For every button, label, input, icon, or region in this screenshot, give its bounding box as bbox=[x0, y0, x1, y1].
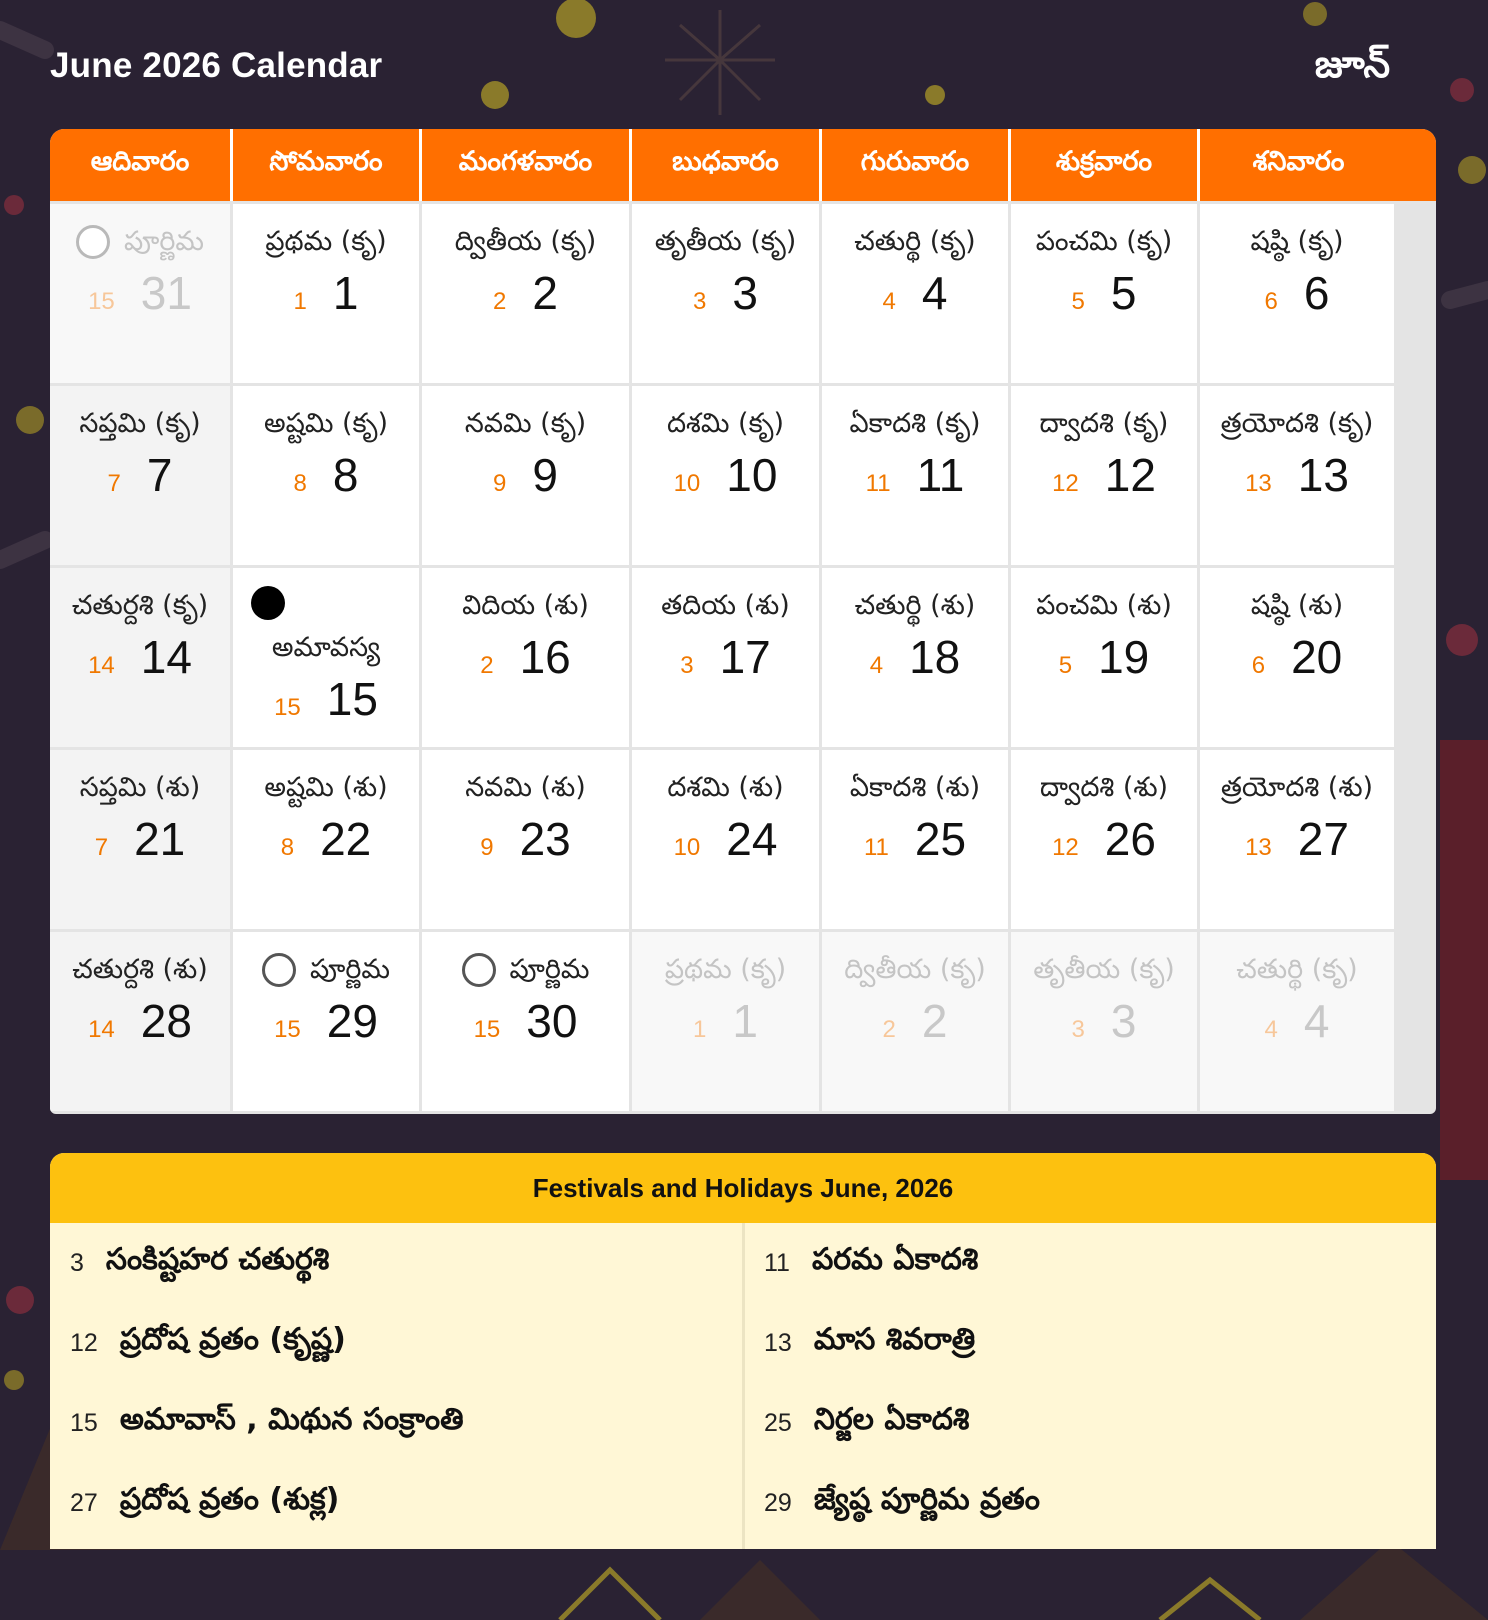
tithi-row bbox=[1040, 768, 1168, 808]
date-numbers bbox=[88, 994, 192, 1048]
date-number: 13 bbox=[1297, 449, 1349, 501]
tithi-row bbox=[264, 768, 387, 808]
tithi-label: పూర్ణిమ bbox=[509, 954, 590, 985]
tithi-row bbox=[72, 586, 208, 626]
weekday-header: బుధవారం bbox=[632, 129, 822, 201]
tithi-label: చతుర్థి (కృ) bbox=[854, 226, 976, 257]
tithi-row bbox=[1036, 222, 1173, 262]
tithi-number: 8 bbox=[293, 470, 307, 497]
tithi-number: 2 bbox=[882, 1016, 896, 1043]
tithi-number: 8 bbox=[280, 834, 295, 861]
tithi-number: 1 bbox=[693, 1016, 707, 1043]
day-cell[interactable] bbox=[233, 204, 419, 383]
tithi-number: 6 bbox=[1251, 652, 1266, 679]
day-cell[interactable] bbox=[50, 750, 230, 929]
tithi-label: త్రయోదశి (కృ) bbox=[1220, 408, 1374, 439]
day-cell[interactable] bbox=[50, 568, 230, 747]
tithi-number: 15 bbox=[473, 1016, 501, 1043]
date-numbers bbox=[1072, 266, 1137, 320]
tithi-row bbox=[1036, 586, 1172, 626]
tithi-number: 2 bbox=[493, 288, 507, 315]
date-number: 1 bbox=[332, 267, 359, 319]
date-numbers bbox=[1265, 266, 1330, 320]
date-number: 2 bbox=[532, 267, 558, 319]
tithi-label: సప్తమి (కృ) bbox=[79, 408, 201, 439]
date-numbers bbox=[108, 448, 173, 502]
day-cell[interactable] bbox=[632, 386, 819, 565]
tithi-row bbox=[272, 628, 380, 668]
tithi-row bbox=[665, 950, 786, 990]
page-title: June 2026 Calendar bbox=[50, 46, 383, 85]
date-number: 3 bbox=[1110, 995, 1137, 1047]
tithi-label: దశమి (శు) bbox=[667, 772, 784, 803]
tithi-row bbox=[1236, 950, 1357, 990]
tithi-number: 9 bbox=[493, 470, 507, 497]
date-numbers bbox=[1059, 630, 1150, 684]
day-cell[interactable] bbox=[822, 750, 1008, 929]
festival-item[interactable] bbox=[70, 1463, 750, 1543]
day-cell[interactable] bbox=[632, 750, 819, 929]
festival-item[interactable] bbox=[70, 1303, 750, 1383]
date-number: 2 bbox=[921, 995, 948, 1047]
tithi-row bbox=[72, 950, 208, 990]
date-number: 4 bbox=[1303, 995, 1330, 1047]
day-cell[interactable] bbox=[422, 204, 629, 383]
tithi-label: విదియ (శు) bbox=[462, 590, 589, 621]
day-cell[interactable] bbox=[233, 932, 419, 1111]
date-number: 30 bbox=[526, 995, 578, 1047]
tithi-number: 13 bbox=[1245, 470, 1272, 497]
date-numbers bbox=[88, 266, 192, 320]
date-number: 18 bbox=[909, 631, 961, 683]
tithi-label: ప్రథమ (కృ) bbox=[664, 954, 787, 985]
calendar-grid bbox=[50, 129, 1436, 1114]
tithi-number: 4 bbox=[1264, 1016, 1278, 1043]
festivals-divider bbox=[742, 1223, 745, 1549]
festival-day: 15 bbox=[70, 1408, 98, 1437]
tithi-row bbox=[854, 222, 975, 262]
tithi-row bbox=[76, 222, 204, 262]
day-cell[interactable] bbox=[1011, 932, 1197, 1111]
date-numbers bbox=[274, 994, 378, 1048]
tithi-label: తృతీయ (కృ) bbox=[1033, 954, 1175, 985]
tithi-number: 3 bbox=[680, 652, 694, 679]
festival-name: జ్యేష్ఠ పూర్ణిమ వ్రతం bbox=[813, 1482, 1040, 1517]
day-cell[interactable] bbox=[233, 386, 419, 565]
day-cell[interactable] bbox=[1200, 568, 1394, 747]
day-cell[interactable] bbox=[632, 932, 819, 1111]
tithi-row bbox=[661, 586, 790, 626]
tithi-label: తృతీయ (కృ) bbox=[654, 226, 797, 257]
festival-item[interactable] bbox=[70, 1383, 750, 1463]
tithi-label: దశమి (కృ) bbox=[666, 408, 785, 439]
festival-item[interactable] bbox=[764, 1463, 1436, 1543]
tithi-row bbox=[262, 950, 390, 990]
date-number: 28 bbox=[140, 995, 192, 1047]
weekday-header: సోమవారం bbox=[233, 129, 422, 201]
tithi-label: షష్ఠి (శు) bbox=[1250, 590, 1344, 621]
date-number: 5 bbox=[1110, 267, 1137, 319]
tithi-label: చతుర్థి (కృ) bbox=[1236, 954, 1358, 985]
festival-name: అమావాస్ , మిథున సంక్రాంతి bbox=[119, 1402, 464, 1437]
date-numbers bbox=[1265, 994, 1330, 1048]
day-cell[interactable] bbox=[822, 204, 1008, 383]
date-number: 17 bbox=[719, 631, 771, 683]
tithi-row bbox=[667, 404, 784, 444]
festival-day: 11 bbox=[764, 1248, 790, 1277]
tithi-label: షష్ఠి (కృ) bbox=[1250, 226, 1344, 257]
tithi-row bbox=[1033, 950, 1175, 990]
tithi-row bbox=[1221, 404, 1374, 444]
day-cell[interactable] bbox=[422, 932, 629, 1111]
tithi-label: పూర్ణిమ bbox=[124, 226, 204, 257]
date-numbers bbox=[1072, 994, 1137, 1048]
date-numbers bbox=[1252, 630, 1343, 684]
date-numbers bbox=[95, 812, 186, 866]
tithi-label: నవమి (కృ) bbox=[464, 408, 587, 439]
tithi-row bbox=[1040, 404, 1169, 444]
festival-item[interactable] bbox=[764, 1383, 1436, 1463]
tithi-row bbox=[844, 950, 986, 990]
tithi-label: అమావస్య bbox=[271, 632, 381, 663]
date-number: 26 bbox=[1104, 813, 1156, 865]
date-numbers bbox=[480, 630, 571, 684]
day-cell[interactable] bbox=[422, 568, 629, 747]
festival-day: 3 bbox=[70, 1248, 84, 1277]
festival-item[interactable] bbox=[764, 1223, 1436, 1303]
tithi-number: 4 bbox=[882, 288, 896, 315]
date-number: 9 bbox=[532, 449, 558, 501]
tithi-row bbox=[1221, 768, 1373, 808]
tithi-number: 11 bbox=[865, 470, 891, 497]
tithi-number: 9 bbox=[480, 834, 494, 861]
date-number: 19 bbox=[1098, 631, 1150, 683]
tithi-number: 7 bbox=[94, 834, 109, 861]
tithi-number: 10 bbox=[673, 470, 701, 497]
tithi-row bbox=[1250, 222, 1343, 262]
tithi-number: 5 bbox=[1071, 288, 1085, 315]
day-cell[interactable] bbox=[50, 932, 230, 1111]
date-number: 4 bbox=[921, 267, 948, 319]
tithi-number: 12 bbox=[1052, 834, 1079, 861]
tithi-label: చతుర్థి (శు) bbox=[854, 590, 976, 621]
tithi-number: 12 bbox=[1052, 470, 1079, 497]
date-numbers bbox=[294, 266, 359, 320]
day-cell[interactable] bbox=[50, 386, 230, 565]
weekday-header: శనివారం bbox=[1252, 146, 1345, 177]
day-cell[interactable] bbox=[1011, 204, 1197, 383]
day-cell[interactable] bbox=[422, 750, 629, 929]
date-number: 1 bbox=[732, 995, 758, 1047]
festival-name: నిర్జల ఏకాదశి bbox=[813, 1402, 970, 1437]
tithi-row bbox=[80, 768, 201, 808]
tithi-row bbox=[465, 768, 586, 808]
date-number: 15 bbox=[326, 673, 378, 725]
date-number: 7 bbox=[146, 449, 173, 501]
firework-burst bbox=[665, 10, 775, 115]
tithi-row bbox=[465, 404, 586, 444]
tithi-number: 15 bbox=[274, 694, 301, 721]
tithi-label: పూర్ణిమ bbox=[310, 954, 390, 985]
festivals-column-right bbox=[764, 1223, 1436, 1543]
date-numbers bbox=[474, 994, 578, 1048]
date-numbers bbox=[1052, 448, 1156, 502]
new-moon-icon bbox=[251, 586, 285, 620]
day-cell[interactable] bbox=[1200, 386, 1394, 565]
tithi-row bbox=[265, 222, 386, 262]
tithi-label: ప్రథమ (కృ) bbox=[265, 226, 387, 257]
tithi-label: ఏకాదశి (శు) bbox=[849, 772, 981, 803]
day-cell[interactable] bbox=[50, 204, 230, 383]
date-numbers bbox=[1245, 812, 1349, 866]
festivals-panel bbox=[50, 1153, 1436, 1549]
day-cell[interactable] bbox=[822, 568, 1008, 747]
tithi-row bbox=[462, 586, 589, 626]
date-number: 11 bbox=[916, 449, 965, 501]
tithi-label: నవమి (శు) bbox=[465, 772, 586, 803]
tithi-number: 11 bbox=[863, 834, 889, 861]
tithi-number: 1 bbox=[293, 288, 307, 315]
date-numbers bbox=[1245, 448, 1349, 502]
date-numbers bbox=[281, 812, 372, 866]
date-numbers bbox=[870, 630, 961, 684]
tithi-row bbox=[850, 768, 980, 808]
full-moon-icon bbox=[462, 953, 496, 987]
tithi-label: పంచమి (కృ) bbox=[1035, 226, 1173, 257]
festival-day: 13 bbox=[764, 1328, 792, 1357]
tithi-row bbox=[655, 222, 797, 262]
date-numbers bbox=[883, 266, 948, 320]
date-number: 20 bbox=[1291, 631, 1343, 683]
tithi-number: 3 bbox=[693, 288, 707, 315]
festival-name: సంకిష్టహర చతుర్థశి bbox=[105, 1242, 330, 1277]
festival-day: 25 bbox=[764, 1408, 792, 1437]
weekday-header: మంగళవారం bbox=[422, 129, 632, 201]
tithi-label: చతుర్దశి (శు) bbox=[72, 954, 208, 985]
day-cell[interactable] bbox=[1200, 204, 1394, 383]
tithi-label: సప్తమి (శు) bbox=[79, 772, 201, 803]
date-number: 23 bbox=[519, 813, 571, 865]
date-numbers bbox=[88, 630, 192, 684]
tithi-label: ద్వితీయ (కృ) bbox=[844, 954, 986, 985]
day-cell[interactable] bbox=[632, 204, 819, 383]
tithi-row bbox=[462, 950, 590, 990]
day-cell[interactable] bbox=[1011, 750, 1197, 929]
tithi-label: పంచమి (శు) bbox=[1036, 590, 1172, 621]
tithi-number: 15 bbox=[88, 288, 115, 315]
tithi-row bbox=[849, 404, 980, 444]
tithi-number: 13 bbox=[1245, 834, 1272, 861]
day-cell[interactable] bbox=[1200, 932, 1394, 1111]
day-cell[interactable] bbox=[233, 568, 419, 747]
date-number: 21 bbox=[134, 813, 186, 865]
date-number: 25 bbox=[914, 813, 967, 865]
festivals-list bbox=[50, 1223, 1436, 1549]
tithi-number: 14 bbox=[88, 652, 115, 679]
date-number: 27 bbox=[1297, 813, 1349, 865]
date-numbers bbox=[674, 812, 778, 866]
day-cell[interactable] bbox=[422, 386, 629, 565]
day-cell[interactable] bbox=[1011, 386, 1197, 565]
festival-item[interactable] bbox=[70, 1223, 750, 1303]
tithi-label: తదియ (శు) bbox=[661, 590, 790, 621]
festival-day: 29 bbox=[764, 1488, 792, 1517]
date-numbers bbox=[864, 812, 966, 866]
date-number: 16 bbox=[519, 631, 571, 683]
date-number: 24 bbox=[726, 813, 778, 865]
festival-day: 27 bbox=[70, 1488, 98, 1517]
full-moon-icon bbox=[262, 953, 296, 987]
tithi-label: చతుర్దశి (కృ) bbox=[71, 590, 209, 621]
tithi-label: ద్వాదశి (శు) bbox=[1039, 772, 1169, 803]
day-cell[interactable] bbox=[822, 386, 1008, 565]
festival-day: 12 bbox=[70, 1328, 98, 1357]
festival-name: పరమ ఏకాదశి bbox=[811, 1242, 979, 1277]
date-numbers bbox=[680, 630, 771, 684]
date-number: 8 bbox=[332, 449, 359, 501]
tithi-label: అష్టమి (కృ) bbox=[264, 408, 388, 439]
month-title-telugu: జూన్ bbox=[1314, 42, 1390, 86]
date-number: 22 bbox=[320, 813, 372, 865]
date-numbers bbox=[294, 448, 359, 502]
festival-item[interactable] bbox=[764, 1303, 1436, 1383]
date-number: 12 bbox=[1104, 449, 1156, 501]
tithi-number: 15 bbox=[274, 1016, 301, 1043]
weekday-header: శుక్రవారం bbox=[1011, 129, 1200, 201]
date-numbers bbox=[883, 994, 948, 1048]
date-number: 3 bbox=[732, 267, 758, 319]
tithi-number: 7 bbox=[107, 470, 121, 497]
tithi-number: 4 bbox=[869, 652, 884, 679]
date-numbers bbox=[1052, 812, 1156, 866]
tithi-label: అష్టమి (శు) bbox=[264, 772, 388, 803]
weekday-header: గురువారం bbox=[822, 129, 1011, 201]
calendar-body bbox=[50, 204, 1436, 1111]
tithi-row bbox=[855, 586, 976, 626]
full-moon-icon bbox=[76, 225, 110, 259]
date-numbers bbox=[493, 266, 558, 320]
tithi-label: ద్వాదశి (కృ) bbox=[1039, 408, 1169, 439]
tithi-row bbox=[1251, 586, 1343, 626]
festivals-title: Festivals and Holidays June, 2026 bbox=[50, 1153, 1436, 1223]
tithi-row bbox=[79, 404, 200, 444]
day-cell[interactable] bbox=[1200, 750, 1394, 929]
festival-name: ప్రదోష వ్రతం (కృష్ణ) bbox=[119, 1322, 346, 1357]
date-number: 29 bbox=[326, 995, 378, 1047]
tithi-number: 10 bbox=[673, 834, 701, 861]
date-number: 14 bbox=[140, 631, 192, 683]
day-cell[interactable] bbox=[822, 932, 1008, 1111]
tithi-number: 3 bbox=[1071, 1016, 1085, 1043]
weekday-header-row bbox=[50, 129, 1436, 201]
day-cell[interactable] bbox=[632, 568, 819, 747]
day-cell[interactable] bbox=[233, 750, 419, 929]
tithi-number: 6 bbox=[1264, 288, 1278, 315]
date-numbers bbox=[674, 448, 778, 502]
festivals-column-left bbox=[70, 1223, 750, 1543]
date-numbers bbox=[693, 266, 758, 320]
date-numbers bbox=[274, 672, 378, 726]
tithi-row bbox=[264, 404, 388, 444]
date-number: 10 bbox=[726, 449, 778, 501]
tithi-label: ఏకాదశి (కృ) bbox=[849, 408, 981, 439]
day-cell[interactable] bbox=[1011, 568, 1197, 747]
tithi-row bbox=[667, 768, 783, 808]
tithi-row bbox=[455, 222, 597, 262]
date-numbers bbox=[480, 812, 571, 866]
festival-name: మాస శివరాత్రి bbox=[813, 1322, 976, 1357]
date-numbers bbox=[493, 448, 558, 502]
festival-name: ప్రదోష వ్రతం (శుక్ల) bbox=[119, 1482, 340, 1517]
tithi-number: 14 bbox=[88, 1016, 115, 1043]
date-numbers bbox=[693, 994, 758, 1048]
weekday-header: ఆదివారం bbox=[50, 129, 233, 201]
date-number: 31 bbox=[140, 267, 192, 319]
tithi-number: 5 bbox=[1058, 652, 1073, 679]
date-number: 6 bbox=[1303, 267, 1330, 319]
tithi-label: త్రయోదశి (శు) bbox=[1220, 772, 1374, 803]
tithi-label: ద్వితీయ (కృ) bbox=[454, 226, 597, 257]
tithi-number: 2 bbox=[480, 652, 494, 679]
date-numbers bbox=[866, 448, 965, 502]
